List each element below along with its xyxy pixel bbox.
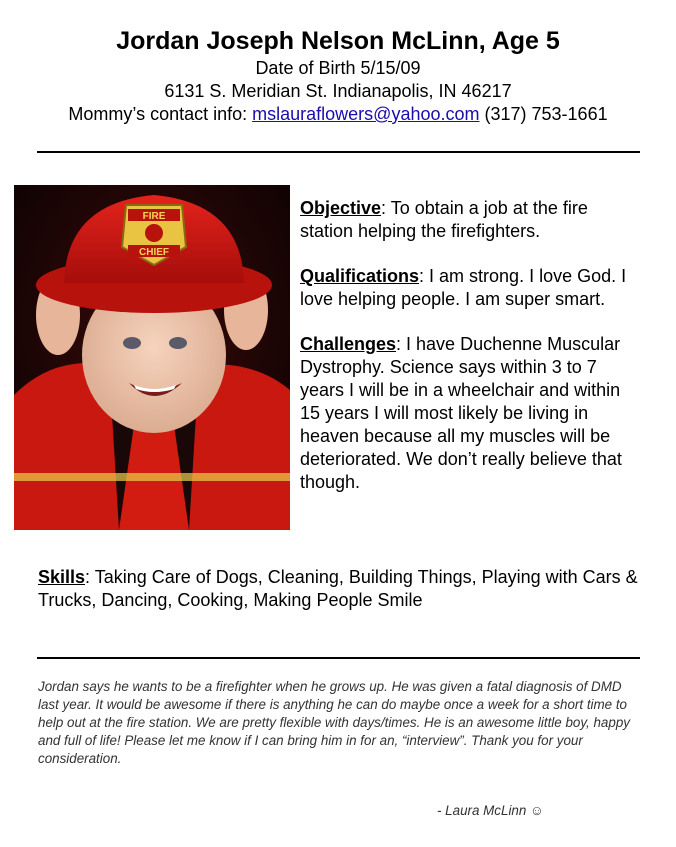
- resume-details: [300, 197, 645, 494]
- qualifications-section: [300, 265, 645, 311]
- challenges-section: [300, 333, 645, 494]
- child-firefighter-photo: [14, 185, 290, 530]
- skills-section: [38, 566, 638, 612]
- challenges-text: : I have Duchenne Muscular Dystrophy. Science says within 3 to 7 years I will be in a wheelchair and within 15 years I will most likely be living in heaven because all my muscles will be deteriorated. We don’t really believe that though.: [300, 334, 622, 492]
- email-link[interactable]: mslauraflowers@yahoo.com: [252, 104, 480, 124]
- parent-note: Jordan says he wants to be a firefighter when he grows up. He was given a fatal diagnosis of DMD last year. It would be awesome if there is anything he can do maybe once a week for a short time to help out at the fire station. We are pretty flexible with days/times. He is an awesome little boy, happy and full of life! Please let me know if I can bring him in for an, “interview”. Thank you for your consideration.: [38, 679, 630, 766]
- contact-label: Mommy’s contact info:: [68, 104, 253, 124]
- helmet-badge-bottom-text: CHIEF: [139, 247, 169, 258]
- objective-label: Objective: [300, 198, 382, 218]
- helmet-badge-top-text: FIRE: [142, 211, 166, 222]
- address: 6131 S. Meridian St. Indianapolis, IN 46217: [164, 81, 512, 101]
- resume-title: Jordan Joseph Nelson McLinn, Age 5: [116, 27, 560, 55]
- resume-header: [0, 26, 676, 126]
- skills-label: Skills: [38, 567, 86, 587]
- contact-line: [0, 103, 676, 126]
- skills-text: : Taking Care of Dogs, Cleaning, Building Things, Playing with Cars & Trucks, Dancing, Cooking, Making People Smile: [38, 567, 638, 610]
- objective-section: [300, 197, 645, 243]
- qualifications-text: : I am strong. I love God. I love helping people. I am super smart.: [300, 266, 627, 309]
- divider-bottom: [37, 657, 640, 659]
- challenges-label: Challenges: [300, 334, 397, 354]
- phone-number: (317) 753-1661: [479, 104, 608, 124]
- signature: - Laura McLinn ☺: [437, 803, 544, 818]
- date-of-birth: Date of Birth 5/15/09: [255, 58, 421, 78]
- divider-top: [37, 151, 640, 153]
- objective-text: : To obtain a job at the fire station helping the firefighters.: [300, 198, 588, 241]
- qualifications-label: Qualifications: [300, 266, 420, 286]
